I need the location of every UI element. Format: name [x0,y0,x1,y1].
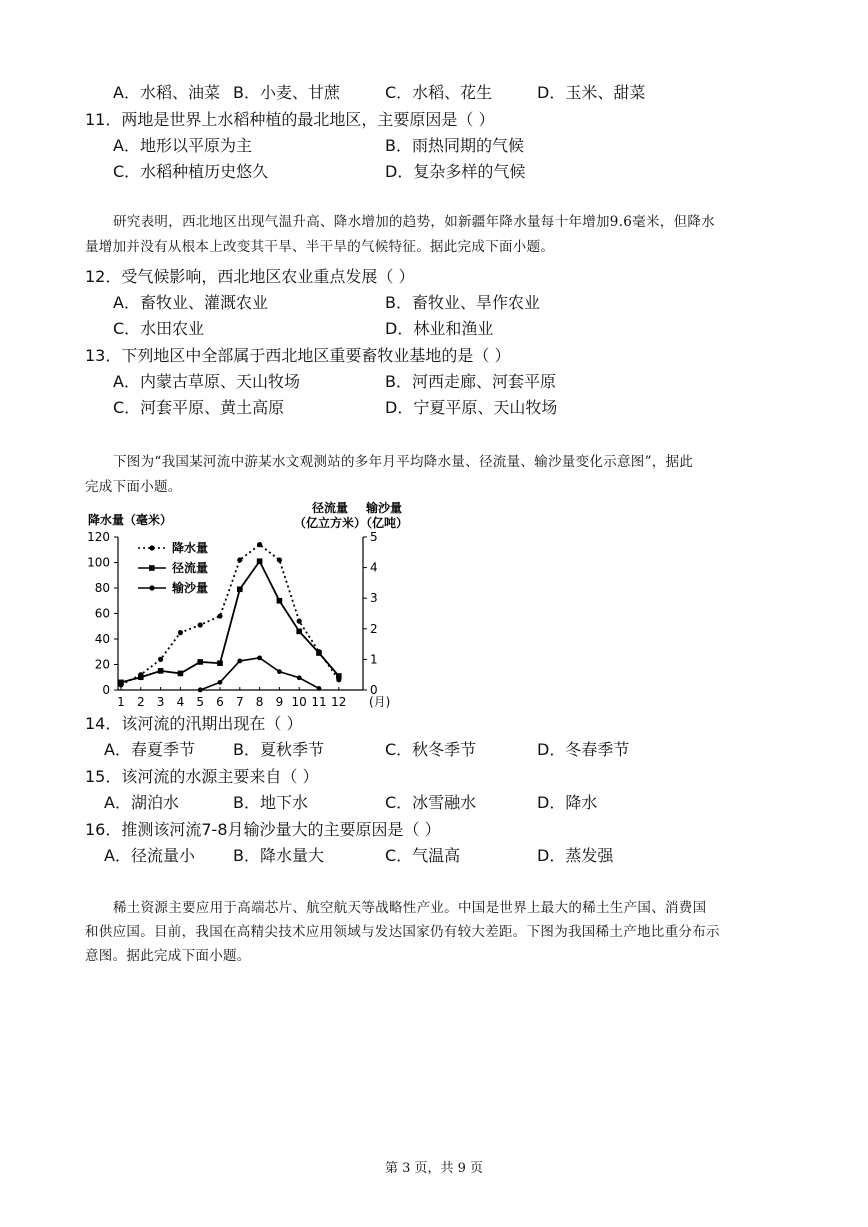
right-tick-label: 2 [370,621,378,636]
q11-option-c: C．水稻种植历史悠久 [113,162,269,181]
passage3-line1: 稀土资源主要应用于高端芯片、航空航天等战略性产业。中国是世界上最大的稀土生产国、消费国 [113,900,707,916]
q13-option-a: A．内蒙古草原、天山牧场 [113,372,300,391]
right-tick-label: 5 [370,530,378,544]
right-tick-label: 0 [370,683,378,697]
q15-option-c: C．冰雪融水 [385,793,477,812]
precip-point [237,557,242,562]
x-axis-unit: (月) [369,695,391,709]
x-tick-label: 6 [216,695,224,709]
chart-marks [118,542,341,692]
runoff-point [158,668,164,674]
q12-option-b: B．畜牧业、旱作农业 [385,293,540,312]
q14-option-a: A．春夏季节 [104,740,195,759]
x-tick-label: 2 [136,695,145,709]
chart-legend [138,540,208,595]
sediment-point [277,669,282,674]
precip-point [257,542,262,547]
precip-point [178,630,183,635]
hydrology-chart [82,500,422,715]
x-tick-label: 7 [235,695,244,709]
x-tick-label: 11 [311,695,327,709]
legend-marker-0 [149,545,154,550]
q10-option-d: D．玉米、甜菜 [537,83,646,102]
q10-option-c: C．水稻、花生 [385,83,493,102]
q12-option-d: D．林业和渔业 [385,319,494,338]
runoff-point [296,629,302,635]
left-tick-label: 80 [94,581,110,595]
q16-option-b: B．降水量大 [233,846,324,865]
precip-point [217,613,222,618]
q16-option-a: A．径流量小 [104,846,195,865]
right-axis-title-runoff-unit: （亿立方米） [293,516,367,530]
left-tick-label: 40 [94,632,110,646]
passage3-line3: 意图。据此完成下面小题。 [85,948,251,964]
right-axis-title-runoff: 径流量 [311,501,349,515]
q16-option-c: C．气温高 [385,846,461,865]
passage1-line2: 量增加并没有从根本上改变其干旱、半干旱的气候特征。据此完成下面小题。 [85,239,555,255]
sediment-point [218,680,223,685]
q12-stem: 12．受气候影响，西北地区农业重点发展（ ） [85,267,415,286]
passage3-line2: 和供应国。目前，我国在高精尖技术应用领域与发达国家仍有较大差距。下图为我国稀土产地比重分布示 [85,924,720,940]
x-tick-label: 12 [331,695,347,709]
x-tick-label: 1 [117,695,125,709]
sediment-point [297,675,302,680]
passage2-line2: 完成下面小题。 [85,479,182,495]
left-tick-label: 120 [87,530,110,544]
series-line-1 [121,561,339,682]
legend-label-0: 降水量 [172,541,209,555]
legend-marker-2 [149,585,154,590]
x-tick-label: 8 [255,695,264,709]
x-tick-label: 10 [291,695,307,709]
q16-option-d: D．蒸发强 [537,846,614,865]
sediment-point [198,688,203,693]
q14-stem: 14．该河流的汛期出现在（ ） [85,714,303,733]
q14-option-c: C．秋冬季节 [385,740,477,759]
right-axis-title-sediment: 输沙量 [365,501,403,515]
right-axis-title-sediment-unit: （亿吨） [359,516,409,530]
right-tick-label: 1 [370,652,378,667]
left-tick-label: 20 [94,657,110,672]
precip-point [297,619,302,624]
q11-option-d: D．复杂多样的气候 [385,162,526,181]
runoff-point [118,680,124,686]
runoff-point [277,598,283,604]
runoff-point [257,558,263,564]
passage1-line1: 研究表明，西北地区出现气温升高、降水增加的趋势，如新疆年降水量每十年增加9.6毫米，但降水 [113,214,715,230]
x-tick-label: 5 [196,695,205,709]
x-tick-label: 9 [275,695,284,709]
runoff-point [138,674,144,680]
q13-stem: 13．下列地区中全部属于西北地区重要畜牧业基地的是（ ） [85,346,511,365]
left-axis-title: 降水量（毫米） [88,513,173,527]
q11-option-a: A．地形以平原为主 [113,136,252,155]
runoff-point [237,586,243,592]
q13-option-c: C．河套平原、黄土高原 [113,398,285,417]
runoff-point [336,673,342,679]
q10-option-b: B．小麦、甘蔗 [233,83,340,102]
legend-label-2: 输沙量 [172,581,209,595]
sediment-point [257,655,262,660]
right-tick-label: 4 [370,560,378,575]
q13-option-d: D．宁夏平原、天山牧场 [385,398,558,417]
left-tick-label: 100 [87,555,110,570]
sediment-point [237,659,242,664]
page-footer: 第 3 页，共 9 页 [384,1161,484,1176]
runoff-point [217,660,223,666]
q15-option-b: B．地下水 [233,793,308,812]
q15-option-d: D．降水 [537,793,598,812]
q11-stem: 11．两地是世界上水稻种植的最北地区，主要原因是（ ） [85,110,495,129]
x-tick-label: 4 [176,695,185,709]
runoff-point [197,659,203,665]
q14-option-d: D．冬春季节 [537,740,630,759]
q15-option-a: A．湖泊水 [104,793,179,812]
legend-label-1: 径流量 [172,561,209,575]
q15-stem: 15．该河流的水源主要来自（ ） [85,767,319,786]
left-tick-label: 0 [102,683,110,697]
runoff-point [316,650,322,656]
q12-option-a: A．畜牧业、灌溉农业 [113,293,268,312]
precip-point [277,557,282,562]
passage2-line1: 下图为“我国某河流中游某水文观测站的多年月平均降水量、径流量、输沙量变化示意图”，据此 [113,454,694,470]
legend-marker-1 [149,565,155,571]
q11-option-b: B．雨热同期的气候 [385,136,524,155]
q10-option-a: A．水稻、油菜 [113,83,220,102]
left-tick-label: 60 [94,606,110,621]
precip-point [158,657,163,662]
q13-option-b: B．河西走廊、河套平原 [385,372,556,391]
q16-stem: 16．推测该河流7-8月输沙量大的主要原因是（ ） [85,820,441,839]
right-tick-label: 3 [370,591,378,606]
q12-option-c: C．水田农业 [113,319,205,338]
x-tick-label: 3 [156,695,165,709]
precip-point [198,622,203,627]
runoff-point [178,671,184,677]
q14-option-b: B．夏秋季节 [233,740,324,759]
sediment-point [317,686,322,691]
